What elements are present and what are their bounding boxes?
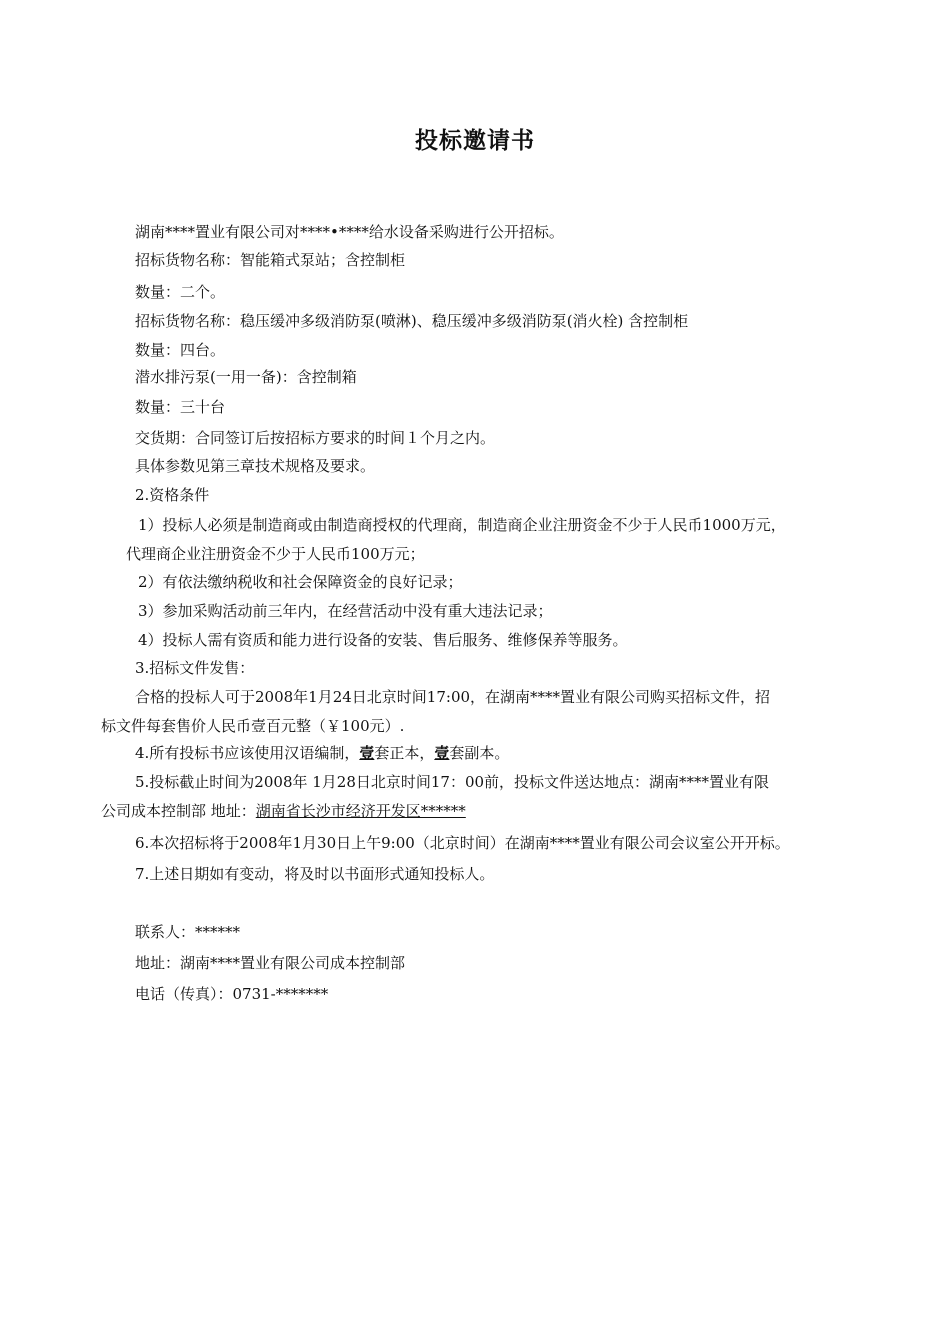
section4-count-original: 壹 [359,744,375,762]
section4-line [135,743,509,763]
delivery-line: 交货期：合同签订后按招标方要求的时间１个月之内。 [135,429,496,447]
section2-item1-line-a: 1）投标人必须是制造商或由制造商授权的代理商，制造商企业注册资金不少于人民币1000万元， [138,516,786,534]
section6-line: 6.本次招标将于2008年1月30日上午9:00（北京时间）在湖南****置业有限公司会议室公开开标。 [135,834,790,852]
contact-person: 联系人：****** [135,923,241,941]
goods1-name-line: 招标货物名称：智能箱式泵站；含控制柜 [135,251,406,269]
goods2-name-line: 招标货物名称：稳压缓冲多级消防泵(喷淋)、稳压缓冲多级消防泵(消火栓) 含控制柜 [135,312,689,330]
params-line: 具体参数见第三章技术规格及要求。 [135,457,376,475]
goods3-name-line: 潜水排污泵(一用一备)：含控制箱 [135,368,357,386]
section2-heading: 2.资格条件 [135,486,210,504]
contact-phone: 电话（传真）：0731-******* [135,985,329,1003]
section2-item1-line-b: 代理商企业注册资金不少于人民币100万元； [126,545,425,563]
goods3-qty-line: 数量：三十台 [135,398,226,416]
section5-line-b [101,801,466,821]
document-title: 投标邀请书 [415,128,535,154]
section4-count-copy: 壹 [434,744,450,762]
goods1-qty-line: 数量：二个。 [135,283,226,301]
section7-line: 7.上述日期如有变动，将及时以书面形式通知投标人。 [135,865,495,883]
section3-text-a: 合格的投标人可于2008年1月24日北京时间17:00，在湖南****置业有限公司购买招标文件，招 [135,688,771,706]
goods2-qty-line: 数量：四台。 [135,341,226,359]
section2-item3: 3）参加采购活动前三年内，在经营活动中没有重大违法记录； [138,602,553,620]
section3-text-b: 标文件每套售价人民币壹百元整（￥100元）. [101,717,405,735]
section3-heading: 3.招标文件发售： [135,659,255,677]
section4-text-mid: 套正本， [374,744,435,762]
contact-address: 地址：湖南****置业有限公司成本控制部 [135,954,406,972]
section2-item4: 4）投标人需有资质和能力进行设备的安装、售后服务、维修保养等服务。 [138,631,628,649]
intro-line: 湖南****置业有限公司对****•****给水设备采购进行公开招标。 [135,223,564,241]
section2-item2: 2）有依法缴纳税收和社会保障资金的良好记录； [138,573,463,591]
section5-line-a: 5.投标截止时间为2008年 1月28日北京时间17：00前，投标文件送达地点：湖南****置业有限 [135,773,770,791]
section5-address-value: 湖南省长沙市经济开发区****** [255,802,466,820]
section4-text-pre: 4.所有投标书应该使用汉语编制， [135,744,360,762]
section4-text-post: 套副本。 [449,744,510,762]
section5-address-label: 公司成本控制部 地址： [101,802,256,820]
